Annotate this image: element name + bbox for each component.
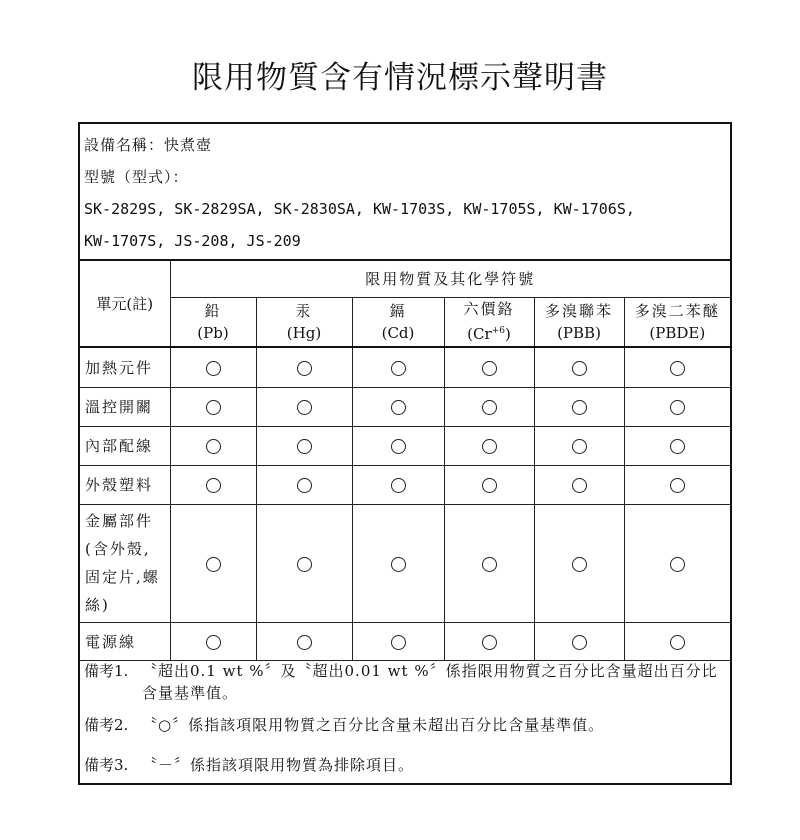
- row-label: 加熱元件: [80, 347, 170, 387]
- row-label: 內部配線: [80, 426, 170, 465]
- note-number: 備考1.: [84, 662, 129, 680]
- circle-mark-icon: [206, 557, 221, 572]
- compliance-cell: [256, 504, 352, 622]
- note-text: 〝－〞係指該項限用物質為排除項目。: [142, 756, 415, 774]
- model-line-1: SK-2829S, SK-2829SA, SK-2830SA, KW-1703S, KW-1705S, KW-1706S,: [84, 200, 635, 218]
- circle-mark-icon: [206, 439, 221, 454]
- circle-mark-icon: [482, 439, 497, 454]
- circle-mark-icon: [297, 635, 312, 650]
- circle-mark-icon: [297, 439, 312, 454]
- circle-mark-icon: [572, 478, 587, 493]
- row-label: 外殼塑料: [80, 465, 170, 504]
- compliance-cell: [352, 347, 444, 387]
- compliance-cell: [256, 387, 352, 426]
- group-header: 限用物質及其化學符號: [170, 260, 730, 297]
- compliance-cell: [444, 622, 534, 660]
- compliance-cell: [352, 387, 444, 426]
- circle-mark-icon: [391, 361, 406, 376]
- circle-mark-icon: [482, 400, 497, 415]
- compliance-cell: [624, 504, 730, 622]
- note-text: 〝超出0.1 wt %〞及〝超出0.01 wt %〞係指限用物質之百分比含量超出百分比含量基準值。: [142, 662, 718, 702]
- compliance-cell: [624, 465, 730, 504]
- row-label: 溫控開關: [80, 387, 170, 426]
- compliance-cell: [444, 387, 534, 426]
- compliance-cell: [352, 622, 444, 660]
- substance-name: 鉛: [204, 301, 222, 320]
- substance-name: 鎘: [389, 301, 407, 320]
- compliance-cell: [256, 465, 352, 504]
- substance-header: [534, 297, 624, 347]
- compliance-cell: [170, 465, 256, 504]
- compliance-cell: [170, 387, 256, 426]
- circle-mark-icon: [391, 635, 406, 650]
- substance-table: [80, 259, 730, 661]
- circle-mark-icon: [670, 439, 685, 454]
- row-label: 金屬部件 (含外殼, 固定片,螺 絲): [80, 504, 170, 622]
- compliance-cell: [624, 387, 730, 426]
- circle-mark-icon: [206, 361, 221, 376]
- circle-mark-icon: [572, 635, 587, 650]
- circle-mark-icon: [391, 478, 406, 493]
- circle-mark-icon: [482, 478, 497, 493]
- table-row: [80, 504, 730, 622]
- table-row: [80, 465, 730, 504]
- compliance-cell: [352, 504, 444, 622]
- page-title: 限用物質含有情況標示聲明書: [192, 60, 608, 96]
- substance-symbol: (PBDE): [649, 323, 706, 342]
- circle-mark-icon: [670, 361, 685, 376]
- compliance-cell: [444, 504, 534, 622]
- compliance-cell: [352, 426, 444, 465]
- circle-mark-icon: [297, 478, 312, 493]
- compliance-cell: [170, 622, 256, 660]
- circle-mark-icon: [206, 635, 221, 650]
- table-row: [80, 347, 730, 387]
- substance-symbol: (Hg): [286, 323, 322, 342]
- compliance-cell: [534, 504, 624, 622]
- table-row: [80, 622, 730, 660]
- circle-mark-icon: [482, 557, 497, 572]
- circle-mark-icon: [572, 361, 587, 376]
- oxidation-state: +6: [491, 326, 505, 337]
- compliance-cell: [624, 622, 730, 660]
- substance-header: [444, 297, 534, 347]
- notes: [84, 660, 724, 794]
- note-text: 〝○〞係指該項限用物質之百分比含量未超出百分比含量基準值。: [142, 716, 605, 734]
- compliance-cell: [170, 504, 256, 622]
- circle-mark-icon: [572, 400, 587, 415]
- note-item: [84, 754, 724, 776]
- note-item: [84, 714, 724, 736]
- substance-header: [352, 297, 444, 347]
- substance-symbol: (Pb): [197, 323, 229, 342]
- model-label: 型號（型式）：: [84, 168, 189, 186]
- compliance-cell: [256, 426, 352, 465]
- table-row: [80, 387, 730, 426]
- circle-mark-icon: [297, 361, 312, 376]
- compliance-cell: [444, 426, 534, 465]
- compliance-cell: [170, 426, 256, 465]
- note-item: [84, 660, 724, 704]
- unit-header: 單元(註): [80, 260, 170, 347]
- compliance-cell: [534, 622, 624, 660]
- circle-mark-icon: [391, 557, 406, 572]
- substance-name: 多溴二苯醚: [634, 301, 720, 320]
- circle-mark-icon: [670, 635, 685, 650]
- circle-mark-icon: [206, 400, 221, 415]
- declaration-frame: [78, 122, 732, 785]
- circle-mark-icon: [297, 557, 312, 572]
- circle-mark-icon: [482, 635, 497, 650]
- substance-header: [256, 297, 352, 347]
- compliance-cell: [534, 387, 624, 426]
- circle-mark-icon: [670, 478, 685, 493]
- circle-mark-icon: [206, 478, 221, 493]
- substance-symbol: (PBB): [557, 323, 601, 342]
- compliance-cell: [444, 347, 534, 387]
- circle-mark-icon: [391, 400, 406, 415]
- row-label: 電源線: [80, 622, 170, 660]
- compliance-cell: [624, 426, 730, 465]
- substance-header: [170, 297, 256, 347]
- compliance-cell: [256, 347, 352, 387]
- compliance-cell: [352, 465, 444, 504]
- circle-mark-icon: [391, 439, 406, 454]
- note-number: 備考2.: [84, 716, 129, 734]
- compliance-cell: [534, 347, 624, 387]
- substance-name: 六價鉻: [463, 300, 515, 319]
- circle-mark-icon: [670, 557, 685, 572]
- compliance-cell: [170, 347, 256, 387]
- circle-mark-icon: [572, 439, 587, 454]
- circle-mark-icon: [297, 400, 312, 415]
- model-line-2: KW-1707S, JS-208, JS-209: [84, 232, 301, 250]
- circle-mark-icon: [572, 557, 587, 572]
- compliance-cell: [256, 622, 352, 660]
- circle-mark-icon: [670, 400, 685, 415]
- note-number: 備考3.: [84, 756, 129, 774]
- compliance-cell: [534, 426, 624, 465]
- substance-header: [624, 297, 730, 347]
- substance-name: 汞: [295, 301, 313, 320]
- table-row: [80, 426, 730, 465]
- substance-symbol: (Cd): [381, 323, 415, 342]
- circle-mark-icon: [482, 361, 497, 376]
- compliance-cell: [444, 465, 534, 504]
- substance-symbol: $(Cr^{+6})$: [467, 325, 511, 344]
- substance-name: 多溴聯苯: [544, 301, 613, 320]
- compliance-cell: [534, 465, 624, 504]
- equipment-name: 設備名稱：快煮壺: [84, 136, 213, 154]
- compliance-cell: [624, 347, 730, 387]
